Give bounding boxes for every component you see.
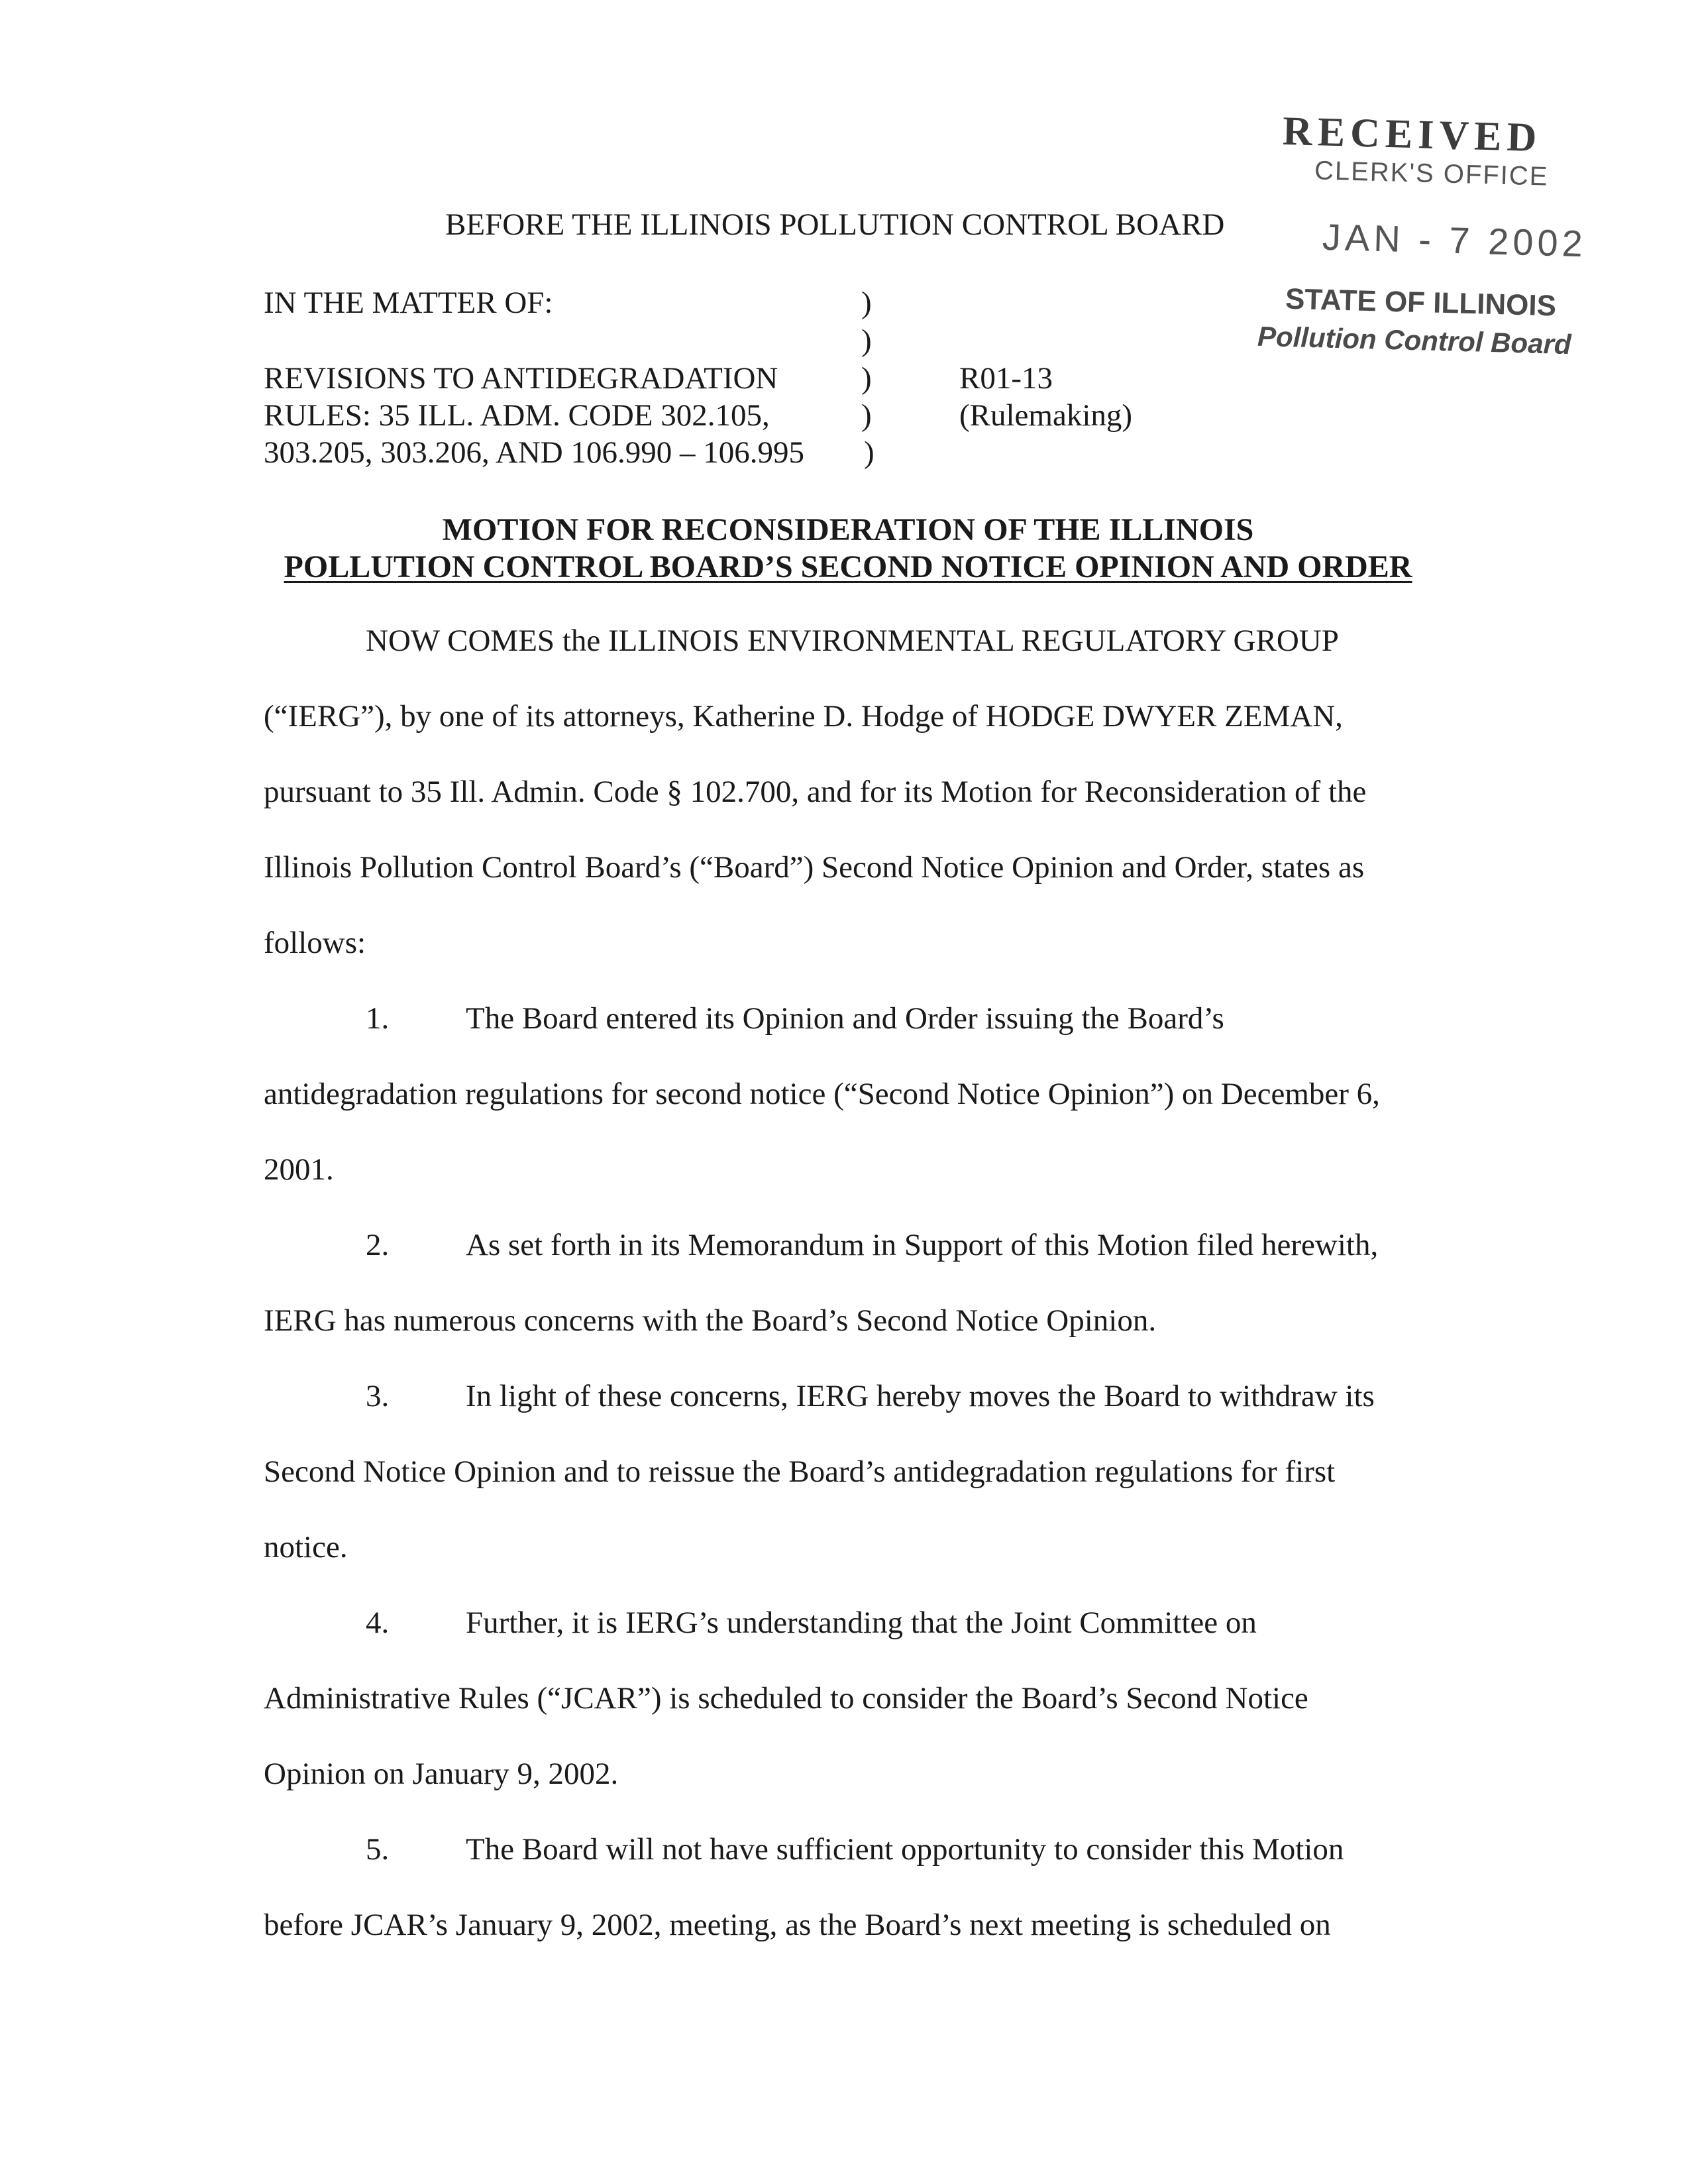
caption-paren: ) — [861, 398, 872, 433]
stamp-clerks-office: CLERK'S OFFICE — [1314, 156, 1549, 191]
text-line: Second Notice Opinion and to reissue the Board’s antidegradation regulations for first — [264, 1454, 1336, 1489]
text-line: As set forth in its Memorandum in Support of this Motion filed herewith, — [466, 1228, 1379, 1262]
motion-title-line2: POLLUTION CONTROL BOARD’S SECOND NOTICE OPINION AND ORDER — [284, 549, 1412, 584]
paragraph-number: 3. — [366, 1379, 390, 1413]
case-number: R01-13 — [959, 361, 1053, 396]
text-line: (“IERG”), by one of its attorneys, Katherine D. Hodge of HODGE DWYER ZEMAN, — [264, 699, 1343, 734]
caption-line: IN THE MATTER OF: — [264, 286, 553, 320]
caption-paren: ) — [861, 323, 872, 358]
text-line: 2001. — [264, 1152, 334, 1187]
caption-paren: ) — [861, 286, 872, 320]
text-line: The Board will not have sufficient opportunity to consider this Motion — [466, 1832, 1344, 1867]
stamp-date: JAN - 7 2002 — [1322, 215, 1587, 265]
text-line: antidegradation regulations for second notice (“Second Notice Opinion”) on December 6, — [264, 1077, 1380, 1111]
text-line: NOW COMES the ILLINOIS ENVIRONMENTAL REGULATORY GROUP — [366, 624, 1339, 658]
caption-line: RULES: 35 ILL. ADM. CODE 302.105, — [264, 398, 770, 433]
stamp-state: STATE OF ILLINOIS — [1285, 282, 1557, 323]
text-line: Illinois Pollution Control Board’s (“Board”) Second Notice Opinion and Order, states as — [264, 850, 1365, 885]
paragraph-number: 5. — [366, 1832, 390, 1867]
motion-title-line1: MOTION FOR RECONSIDERATION OF THE ILLINOIS — [442, 512, 1254, 547]
text-line: The Board entered its Opinion and Order issuing the Board’s — [466, 1001, 1224, 1036]
text-line: Further, it is IERG’s understanding that the Joint Committee on — [466, 1606, 1257, 1640]
text-line: notice. — [264, 1530, 348, 1564]
caption-line: 303.205, 303.206, AND 106.990 – 106.995 — [264, 435, 804, 470]
case-type: (Rulemaking) — [959, 398, 1133, 433]
received-stamp: RECEIVED — [1282, 108, 1543, 161]
text-line: pursuant to 35 Ill. Admin. Code § 102.700, and for its Motion for Reconsideration of the — [264, 775, 1367, 809]
caption-line: REVISIONS TO ANTIDEGRADATION — [264, 361, 778, 396]
text-line: follows: — [264, 926, 366, 960]
paragraph-number: 4. — [366, 1606, 390, 1640]
text-line: before JCAR’s January 9, 2002, meeting, as the Board’s next meeting is scheduled on — [264, 1908, 1331, 1942]
text-line: IERG has numerous concerns with the Board’s Second Notice Opinion. — [264, 1303, 1157, 1338]
paragraph-number: 1. — [366, 1001, 390, 1036]
text-line: In light of these concerns, IERG hereby moves the Board to withdraw its — [466, 1379, 1375, 1413]
caption-paren: ) — [864, 435, 874, 470]
paragraph-number: 2. — [366, 1228, 390, 1262]
text-line: Administrative Rules (“JCAR”) is scheduled to consider the Board’s Second Notice — [264, 1681, 1308, 1716]
caption-paren: ) — [861, 361, 872, 396]
court-heading: BEFORE THE ILLINOIS POLLUTION CONTROL BOARD — [445, 207, 1225, 242]
text-line: Opinion on January 9, 2002. — [264, 1757, 619, 1791]
stamp-board: Pollution Control Board — [1257, 320, 1572, 360]
